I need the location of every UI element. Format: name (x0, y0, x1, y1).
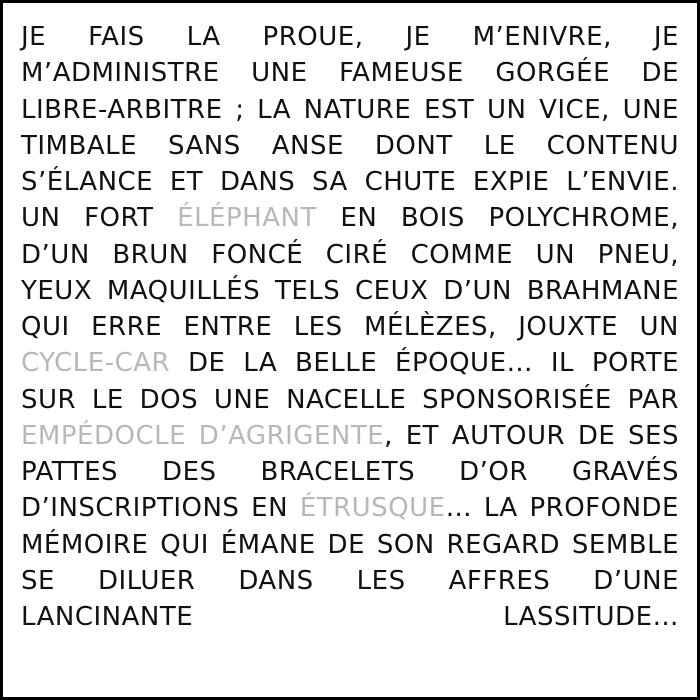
document-text-body (3, 3, 697, 697)
text-run: DE LA BELLE ÉPOQUE… IL PORTE SUR LE DOS UNE NACELLE SPONSORISÉE PAR (21, 348, 689, 415)
highlighted-term: ÉLÉPHANT (177, 203, 317, 234)
text-run: JE FAIS LA PROUE, JE M’ENIVRE, JE M’ADMINISTRE UNE FAMEUSE GORGÉE DE LIBRE-ARBITRE ; LA NATURE EST UN VICE, UNE TIMBALE SANS ANSE DONT LE CONTENU S’ÉLANCE ET DANS SA CHUTE EXPIE L’ENVIE. UN FORT (21, 22, 689, 234)
highlighted-term: EMPÉDOCLE D’AGRIGENTE (21, 420, 385, 451)
text-run: , ET AUTOUR DE SES PATTES DES BRACELETS D’OR GRAVÉS D’INSCRIPTIONS EN (21, 420, 689, 524)
highlighted-term: CYCLE-CAR (21, 348, 171, 379)
text-run: EN BOIS POLYCHROME, D’UN BRUN FONCÉ CIRÉ COMME UN PNEU, YEUX MAQUILLÉS TELS CEUX D’UN BRAHMANE QUI ERRE ENTRE LES MÉLÈZES, JOUXTE UN (21, 203, 689, 343)
text-run: … LA PROFONDE MÉMOIRE QUI ÉMANE DE SON REGARD SEMBLE SE DILUER DANS LES AFFRES D’UNE LANCINANTE LASSITUDE… (21, 493, 689, 633)
highlighted-term: ÉTRUSQUE (299, 493, 446, 524)
